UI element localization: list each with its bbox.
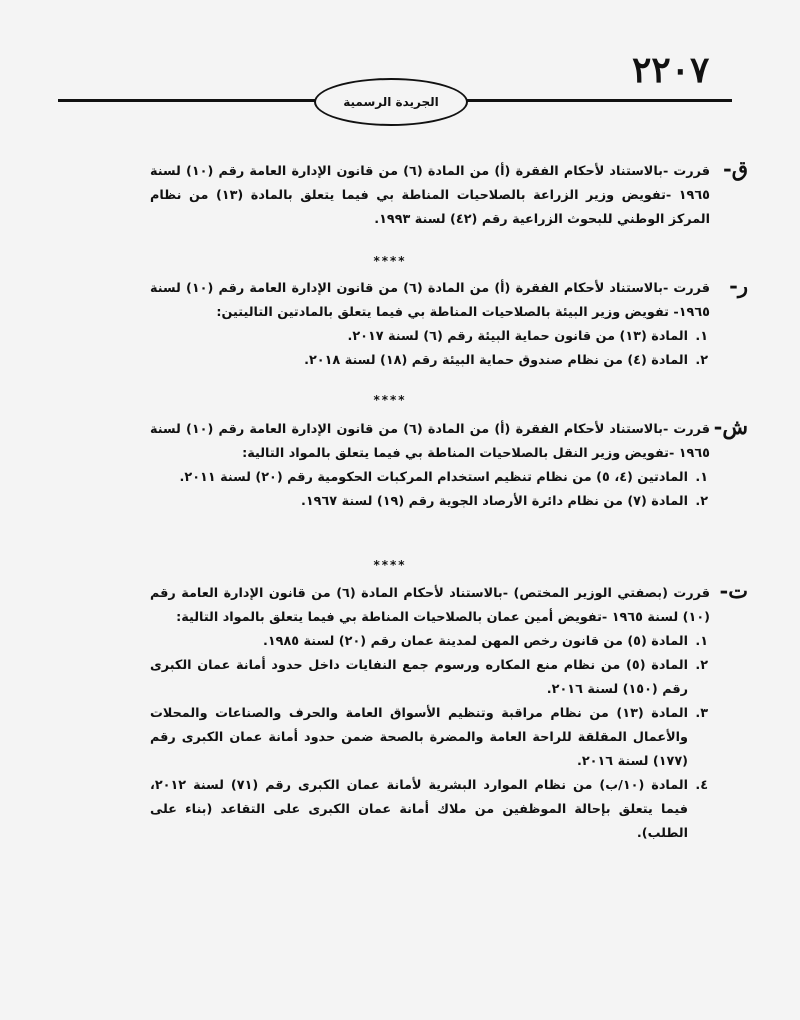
list-item	[150, 466, 710, 490]
decision-section-ra	[150, 273, 748, 373]
item-number: ٢.	[695, 658, 708, 673]
section-text: قررت (بصفتي الوزير المختص) -بالاستناد لأحكام المادة (٦) من قانون الإدارة العامة رقم (١٠) لسنة ١٩٦٥ -تفويض أمين عمان بالصلاحيات المناطة بي فيما يتعلق بالمواد التالية:	[150, 586, 710, 625]
decision-section-qaf	[150, 156, 748, 232]
item-text: المادة (١٣) من قانون حماية البيئة رقم (٦) لسنة ٢٠١٧.	[347, 329, 688, 344]
item-text: المادتين (٤، ٥) من نظام تنظيم استخدام المركبات الحكومية رقم (٢٠) لسنة ٢٠١١.	[179, 470, 688, 485]
item-text: المادة (٤) من نظام صندوق حماية البيئة رقم (١٨) لسنة ٢٠١٨.	[304, 353, 688, 368]
separator: ****	[373, 558, 407, 572]
section-text: قررت -بالاستناد لأحكام الفقرة (أ) من المادة (٦) من قانون الإدارة العامة رقم (١٠) لسنة ١٩٦٥ -تفويض وزير النقل بالصلاحيات المناطة بي فيما يتعلق بالمواد التالية:	[150, 422, 710, 461]
section-text: قررت -بالاستناد لأحكام الفقرة (أ) من المادة (٦) من قانون الإدارة العامة رقم (١٠) لسنة ١٩٦٥- تفويض وزير البيئة بالصلاحيات المناطة بي فيما يتعلق بالمادتين التاليتين:	[150, 281, 710, 320]
item-number: ١.	[695, 634, 708, 649]
item-text: المادة (٥) من نظام منع المكاره ورسوم جمع النفايات داخل حدود أمانة عمان الكبرى رقم (١٥٠) لسنة ٢٠١٦.	[150, 658, 688, 697]
item-text: المادة (١٠/ب) من نظام الموارد البشرية لأمانة عمان الكبرى رقم (٧١) لسنة ٢٠١٢، فيما يتعلق بإحالة الموظفين من ملاك أمانة عمان الكبرى على التقاعد (بناء على الطلب).	[150, 778, 688, 841]
item-number: ٤.	[695, 778, 708, 793]
section-letter: ش-	[713, 414, 748, 439]
item-number: ١.	[695, 470, 708, 485]
item-text: المادة (١٣) من نظام مراقبة وتنظيم الأسواق العامة والحرف والصناعات والمحلات والأعمال المقلقة للراحة العامة والمضرة بالصحة ضمن حدود أمانة عمان الكبرى رقم (١٧٧) لسنة ٢٠١٦.	[150, 706, 688, 769]
list-item	[150, 702, 710, 774]
separator: ****	[373, 254, 407, 268]
list-item	[150, 349, 710, 373]
item-number: ١.	[695, 329, 708, 344]
separator: ****	[373, 393, 407, 407]
item-number: ٢.	[695, 494, 708, 509]
item-number: ٢.	[695, 353, 708, 368]
decision-section-shin	[150, 414, 748, 514]
page-number: ٢٢٠٧	[632, 49, 710, 91]
decision-section-ta	[150, 578, 748, 846]
list-item	[150, 630, 710, 654]
item-text: المادة (٧) من نظام دائرة الأرصاد الجوية رقم (١٩) لسنة ١٩٦٧.	[300, 494, 688, 509]
section-letter: ت-	[719, 578, 748, 603]
list-item	[150, 654, 710, 702]
list-item	[150, 490, 710, 514]
item-text: المادة (٥) من قانون رخص المهن لمدينة عمان رقم (٢٠) لسنة ١٩٨٥.	[262, 634, 688, 649]
masthead-oval: الجريدة الرسمية	[314, 78, 468, 126]
section-letter: ر-	[729, 273, 748, 298]
list-item	[150, 325, 710, 349]
list-item	[150, 774, 710, 846]
section-letter: ق-	[722, 156, 748, 181]
item-number: ٣.	[695, 706, 708, 721]
section-text: قررت -بالاستناد لأحكام الفقرة (أ) من المادة (٦) من قانون الإدارة العامة رقم (١٠) لسنة ١٩٦٥ -تفويض وزير الزراعة بالصلاحيات المناطة بي فيما يتعلق بالمادة (١٣) من نظام المركز الوطني للبحوث الزراعية رقم (٤٢) لسنة ١٩٩٣.	[150, 164, 710, 227]
